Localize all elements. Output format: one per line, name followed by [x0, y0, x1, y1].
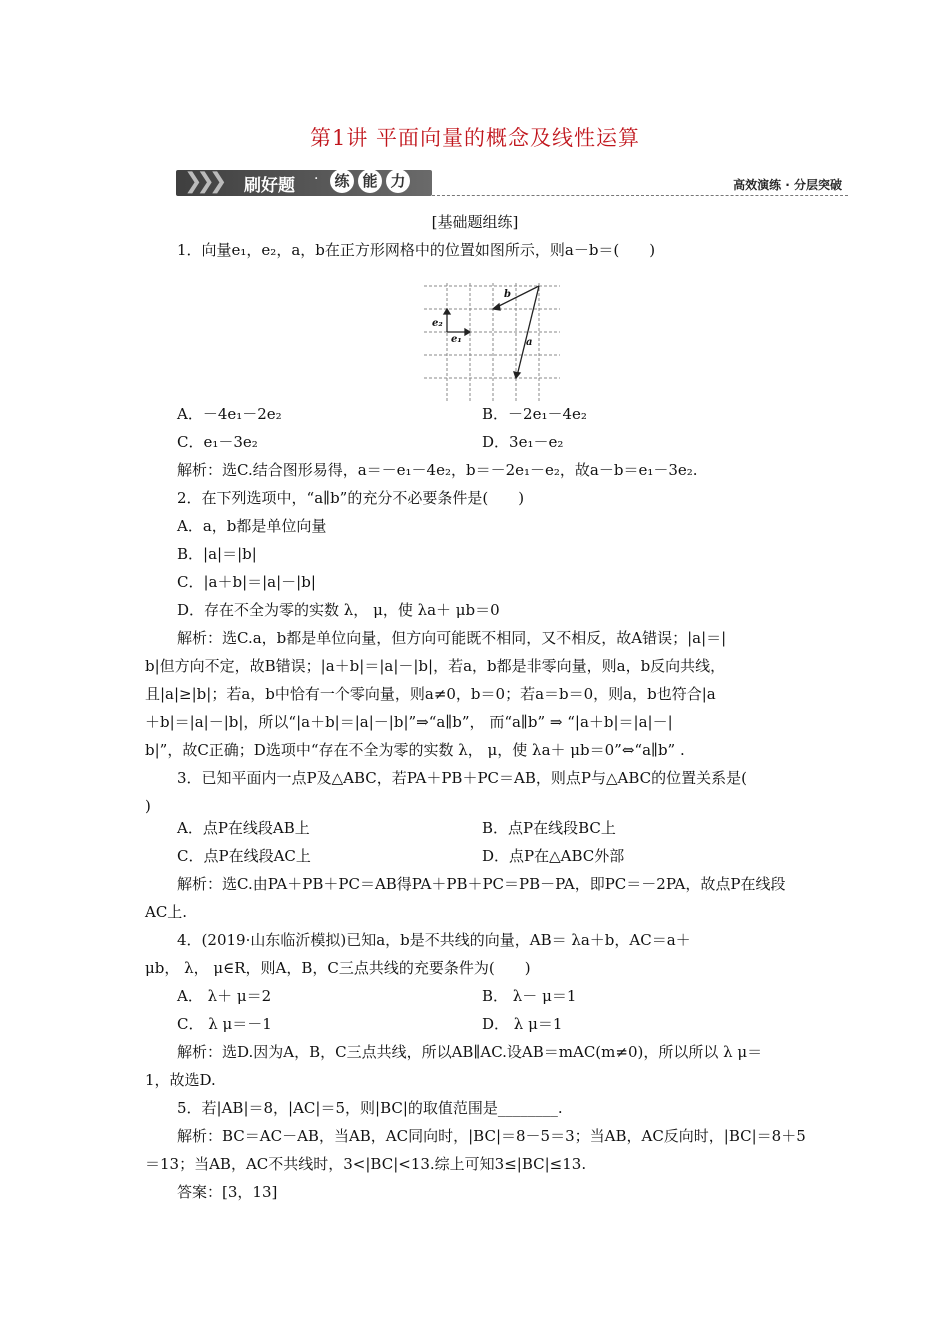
question-3: 3．已知平面内一点P及△ABC，若PA＋PB＋PC＝AB，则点P与△ABC的位置关系是( [177, 769, 747, 787]
grid-lines [424, 283, 560, 401]
q3-option-c: C．点P在线段AC上 [177, 847, 311, 865]
q3-option-a: A．点P在线段AB上 [177, 819, 310, 837]
q2-option-d: D．存在不全为零的实数 λ， μ，使 λa＋ μb＝0 [177, 601, 500, 619]
q4-option-a: A． λ＋ μ＝2 [177, 987, 272, 1005]
q2-option-a: A．a，b都是单位向量 [177, 517, 327, 535]
q2-solution-line-5: b|”，故C正确；D选项中“存在不全为零的实数 λ， μ，使 λa＋ μb＝0”⇔“a∥b” . [145, 741, 685, 759]
q5-solution-line-1: 解析：BC＝AC－AB，当AB，AC同向时，|BC|＝8－5＝3；当AB，AC反向时，|BC|＝8＋5 [177, 1127, 806, 1145]
chevron-right-icon: ❯❯❯ [184, 169, 222, 194]
q3-option-d: D．点P在△ABC外部 [482, 847, 625, 865]
q3-solution-line-2: AC上. [145, 903, 188, 921]
label-e1: e₁ [451, 334, 462, 345]
vector-b [495, 286, 539, 308]
q4-option-d: D． λ μ＝1 [482, 1015, 563, 1033]
q2-solution-line-2: b|但方向不定，故B错误；|a＋b|＝|a|－|b|，若a，b都是非零向量，则a，b反向共线， [145, 657, 726, 675]
page-title: 第1讲 平面向量的概念及线性运算 [309, 126, 641, 150]
question-1: 1．向量e₁，e₂，a，b在正方形网格中的位置如图所示，则a－b＝( ) [177, 241, 656, 259]
label-b: b [504, 289, 511, 300]
q1-solution: 解析：选C.结合图形易得，a＝－e₁－4e₂，b＝－2e₁－e₂，故a－b＝e₁－3e₂. [177, 461, 698, 479]
q1-option-b: B．－2e₁－4e₂ [482, 405, 587, 423]
q3-option-b: B．点P在线段BC上 [482, 819, 616, 837]
q1-option-a: A．－4e₁－2e₂ [177, 405, 282, 423]
q4-option-c: C． λ μ＝－1 [177, 1015, 272, 1033]
q2-solution-line-3: 且|a|≥|b|；若a，b中恰有一个零向量，则a≠0，b＝0；若a＝b＝0，则a，b也符合|a [145, 685, 716, 703]
banner-left-label: 刷好题 [244, 176, 295, 196]
q2-option-b: B．|a|＝|b| [177, 545, 257, 563]
question-3-cont: ) [145, 797, 151, 815]
banner-divider [432, 195, 848, 196]
q3-solution-line-1: 解析：选C.由PA＋PB＋PC＝AB得PA＋PB＋PC＝PB－PA，即PC＝－2PA，故点P在线段 [177, 875, 786, 893]
q2-option-c: C．|a＋b|＝|a|－|b| [177, 573, 316, 591]
q1-option-d: D．3e₁－e₂ [482, 433, 564, 451]
banner-right-label: 高效演练 · 分层突破 [733, 178, 842, 192]
q2-solution-line-1: 解析：选C.a，b都是单位向量，但方向可能既不相同，又不相反，故A错误；|a|＝| [177, 629, 727, 647]
section-heading: [基础题组练] [431, 213, 519, 231]
banner-char-1: 练 [330, 169, 354, 193]
banner-char-3: 力 [386, 169, 410, 193]
vector-grid-figure [424, 283, 560, 401]
q5-solution-line-2: ＝13；当AB，AC不共线时，3<|BC|<13.综上可知3≤|BC|≤13. [145, 1155, 587, 1173]
question-4: 4．(2019·山东临沂模拟)已知a，b是不共线的向量，AB＝ λa＋b，AC＝a＋ [177, 931, 691, 949]
banner-char-2: 能 [358, 169, 382, 193]
banner-dot: · [314, 171, 319, 187]
q4-solution-line-1: 解析：选D.因为A，B，C三点共线，所以AB∥AC.设AB＝mAC(m≠0)，所以所以 λ μ＝ [177, 1043, 763, 1061]
q4-option-b: B． λ－ μ＝1 [482, 987, 577, 1005]
section-banner [176, 168, 848, 198]
question-5: 5．若|AB|＝8，|AC|＝5，则|BC|的取值范围是________. [177, 1099, 563, 1117]
label-e2: e₂ [432, 318, 443, 329]
question-4-cont: μb， λ， μ∈R，则A，B，C三点共线的充要条件为( ) [145, 959, 531, 977]
q4-solution-line-2: 1，故选D. [145, 1071, 216, 1089]
label-a: a [526, 337, 533, 348]
vector-a [517, 286, 539, 376]
q2-solution-line-4: ＋b|＝|a|－|b|，所以“|a＋b|＝|a|－|b|”⇒“a∥b”， 而“a∥b” ⇒ “|a＋b|＝|a|－| [145, 713, 673, 731]
question-2: 2．在下列选项中，“a∥b”的充分不必要条件是( ) [177, 489, 525, 507]
q1-option-c: C．e₁－3e₂ [177, 433, 258, 451]
q5-answer: 答案：[3，13] [177, 1183, 278, 1201]
